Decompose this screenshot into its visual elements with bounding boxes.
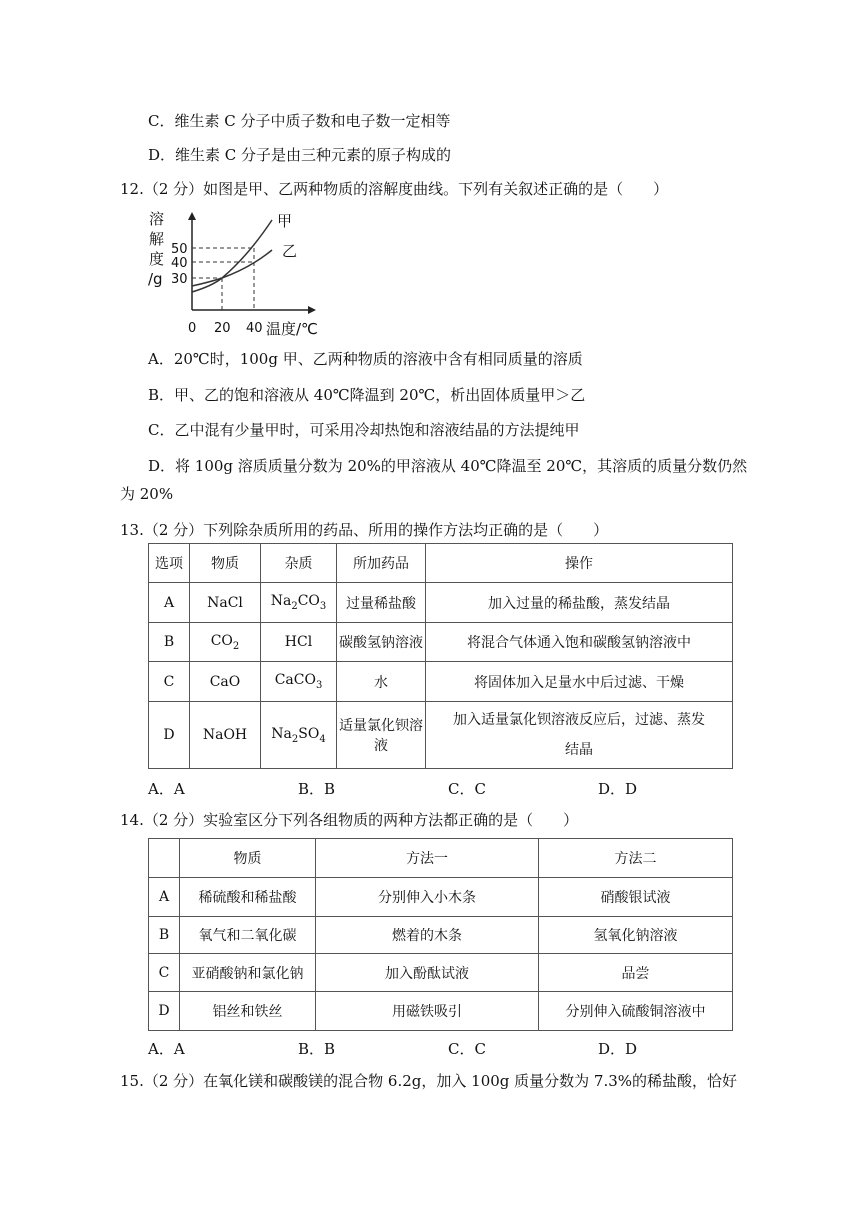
q13-row-c-operation: 将固体加入足量水中后过滤、干燥	[426, 662, 733, 702]
q13-header-impurity: 杂质	[261, 544, 337, 583]
q14-row-c-substance: 亚硝酸钠和氯化钠	[180, 954, 316, 992]
series-label-yi: 乙	[282, 242, 298, 260]
q14-choice-b: B．B	[298, 1040, 336, 1058]
q13-row-b-operation: 将混合气体通入饱和碳酸氢钠溶液中	[426, 623, 733, 662]
q13-choices	[148, 778, 748, 799]
y-axis-label-4: /g	[148, 270, 163, 288]
q13-row-a-reagent: 过量稀盐酸	[337, 583, 426, 623]
table-row	[149, 623, 733, 662]
y-tick-40: 40	[171, 256, 188, 271]
q14-choice-c: C．C	[448, 1040, 486, 1058]
q13-row-d-impurity: $Na_2SO_4$	[261, 702, 337, 769]
table-row	[149, 662, 733, 702]
q14-row-a-option: A	[149, 878, 180, 917]
q14-row-a-method2: 硝酸银试液	[539, 878, 733, 917]
table-row	[149, 878, 733, 917]
q11-option-c: C．维生素 C 分子中质子数和电子数一定相等	[148, 112, 451, 130]
q12-option-a: A．20℃时，100g 甲、乙两种物质的溶液中含有相同质量的溶质	[148, 350, 583, 368]
q13-row-c-option: C	[149, 662, 190, 702]
x-tick-40: 40	[246, 321, 263, 336]
q13-stem: 13.（2 分）下列除杂质所用的药品、所用的操作方法均正确的是（ ）	[120, 521, 609, 539]
q13-row-a-impurity: $Na_2CO_3$	[261, 583, 337, 623]
q13-choice-c: C．C	[448, 780, 486, 798]
y-axis-label-2: 解	[149, 230, 165, 248]
y-axis-label-1: 溶	[149, 210, 165, 228]
q13-row-b-option: B	[149, 623, 190, 662]
q14-row-d-method2: 分别伸入硫酸铜溶液中	[539, 992, 733, 1031]
table-row	[149, 702, 733, 769]
q13-header-reagent: 所加药品	[337, 544, 426, 583]
q13-row-a-option: A	[149, 583, 190, 623]
q13-header-option: 选项	[149, 544, 190, 583]
x-axis-label: 温度/℃	[266, 320, 318, 338]
q14-header-method1: 方法一	[316, 839, 539, 878]
q14-row-a-substance: 稀硫酸和稀盐酸	[180, 878, 316, 917]
q14-row-b-substance: 氧气和二氧化碳	[180, 917, 316, 954]
q14-choice-a: A．A	[148, 1040, 185, 1058]
table-row	[149, 992, 733, 1031]
table-row	[149, 954, 733, 992]
q13-header-row	[149, 544, 733, 583]
series-label-jia: 甲	[277, 212, 293, 230]
x-tick-20: 20	[214, 321, 231, 336]
q14-stem: 14.（2 分）实验室区分下列各组物质的两种方法都正确的是（ ）	[120, 811, 579, 829]
table-row	[149, 917, 733, 954]
q13-row-d-reagent: 适量氯化钡溶液	[337, 702, 426, 769]
q15-stem: 15.（2 分）在氧化镁和碳酸镁的混合物 6.2g，加入 100g 质量分数为 7.3%的稀盐酸，恰好	[120, 1072, 738, 1090]
q13-row-b-substance: $CO_2$	[190, 623, 261, 662]
y-axis-label-3: 度	[149, 250, 165, 268]
q13-choice-a: A．A	[148, 780, 185, 798]
q13-row-a-operation: 加入过量的稀盐酸，蒸发结晶	[426, 583, 733, 623]
y-axis-arrow	[188, 212, 196, 220]
q14-row-d-substance: 铝丝和铁丝	[180, 992, 316, 1031]
y-tick-50: 50	[171, 242, 188, 257]
q12-option-d-line1: D．将 100g 溶质质量分数为 20%的甲溶液从 40℃降温至 20℃，其溶质的质量分数仍然	[148, 457, 748, 475]
q14-row-a-method1: 分别伸入小木条	[316, 878, 539, 917]
q14-table	[148, 838, 733, 1031]
q14-header-row	[149, 839, 733, 878]
solubility-chart	[140, 206, 340, 342]
q14-row-d-method1: 用磁铁吸引	[316, 992, 539, 1031]
q13-row-c-substance: CaO	[190, 662, 261, 702]
x-tick-0: 0	[188, 321, 197, 336]
q12-option-b: B．甲、乙的饱和溶液从 40℃降温到 20℃，析出固体质量甲＞乙	[148, 386, 586, 404]
q13-row-d-option: D	[149, 702, 190, 769]
q12-option-d-line2: 为 20%	[120, 485, 174, 503]
q14-header-method2: 方法二	[539, 839, 733, 878]
table-row	[149, 583, 733, 623]
y-tick-30: 30	[171, 272, 188, 287]
q13-row-b-reagent: 碳酸氢钠溶液	[337, 623, 426, 662]
q13-row-c-impurity: CaCO$_3$	[261, 662, 337, 702]
q14-row-c-method2: 品尝	[539, 954, 733, 992]
q12-stem: 12.（2 分）如图是甲、乙两种物质的溶解度曲线。下列有关叙述正确的是（ ）	[120, 180, 669, 198]
q11-option-d: D．维生素 C 分子是由三种元素的原子构成的	[148, 146, 452, 164]
q13-header-operation: 操作	[426, 544, 733, 583]
q13-row-b-impurity: HCl	[261, 623, 337, 662]
q14-row-c-method1: 加入酚酞试液	[316, 954, 539, 992]
x-axis-arrow	[308, 306, 316, 314]
q13-row-d-substance: NaOH	[190, 702, 261, 769]
q14-choices	[148, 1038, 748, 1059]
q13-choice-d: D．D	[598, 780, 638, 798]
q14-choice-d: D．D	[598, 1040, 638, 1058]
q13-row-a-substance: NaCl	[190, 583, 261, 623]
q13-choice-b: B．B	[298, 780, 336, 798]
q14-row-b-method1: 燃着的木条	[316, 917, 539, 954]
q12-option-c: C．乙中混有少量甲时，可采用冷却热饱和溶液结晶的方法提纯甲	[148, 421, 580, 439]
q14-row-d-option: D	[149, 992, 180, 1031]
q14-row-b-method2: 氢氧化钠溶液	[539, 917, 733, 954]
curve-jia	[192, 220, 272, 292]
q13-header-substance: 物质	[190, 544, 261, 583]
q14-header-option	[149, 839, 180, 878]
q13-row-d-operation: 加入适量氯化钡溶液反应后，过滤、蒸发 结晶	[426, 702, 733, 769]
q14-row-c-option: C	[149, 954, 180, 992]
q13-row-c-reagent: 水	[337, 662, 426, 702]
q14-row-b-option: B	[149, 917, 180, 954]
q13-table	[148, 543, 733, 769]
q14-header-substance: 物质	[180, 839, 316, 878]
